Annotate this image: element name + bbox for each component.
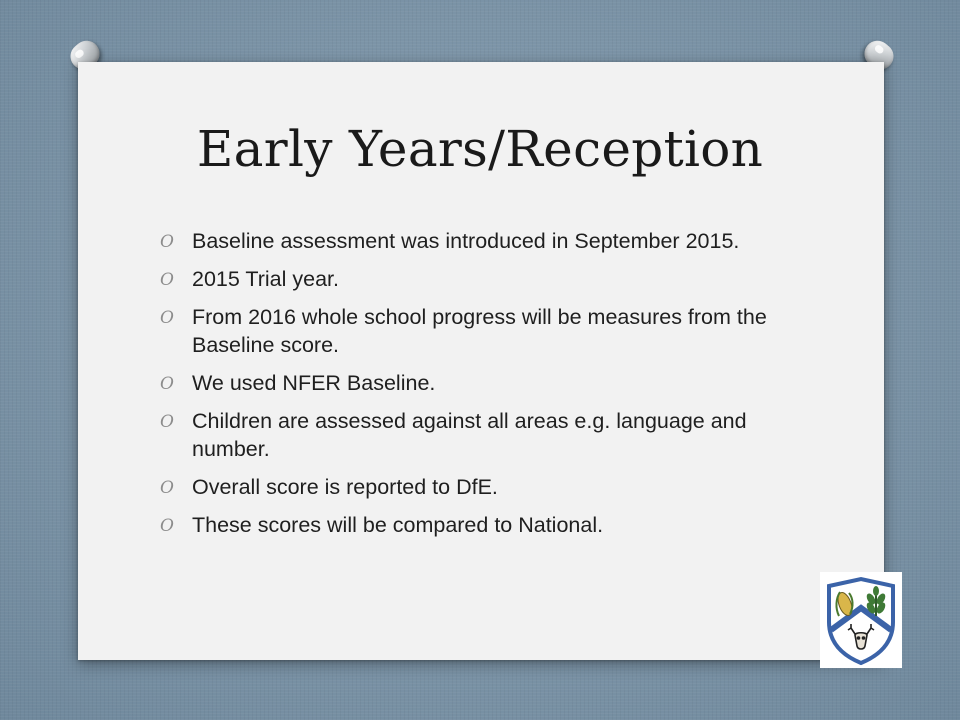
bullet-item <box>156 265 796 293</box>
bullet-marker-icon: O <box>160 516 174 536</box>
bullet-item <box>156 511 796 539</box>
bullet-text: Children are assessed against all areas e.g. language and number. <box>192 409 747 461</box>
school-crest-icon <box>820 572 902 668</box>
bullet-marker-icon: O <box>160 232 174 252</box>
bullet-item <box>156 407 796 463</box>
bullet-marker-icon: O <box>160 478 174 498</box>
bullet-text: Baseline assessment was introduced in September 2015. <box>192 229 740 253</box>
bullet-item <box>156 303 796 359</box>
bullet-text: We used NFER Baseline. <box>192 371 436 395</box>
bullet-item <box>156 369 796 397</box>
bullet-marker-icon: O <box>160 270 174 290</box>
bullet-marker-icon: O <box>160 308 174 328</box>
bullet-text: 2015 Trial year. <box>192 267 340 291</box>
bullet-text: Overall score is reported to DfE. <box>192 475 498 499</box>
bullet-text: These scores will be compared to National. <box>192 513 604 537</box>
bullet-item <box>156 473 796 501</box>
bullet-marker-icon: O <box>160 412 174 432</box>
bullet-marker-icon: O <box>160 374 174 394</box>
bullet-text: From 2016 whole school progress will be measures from the Baseline score. <box>192 305 767 357</box>
bullet-list <box>156 227 796 549</box>
bullet-item <box>156 227 796 255</box>
slide-title: Early Years/Reception <box>196 120 764 178</box>
